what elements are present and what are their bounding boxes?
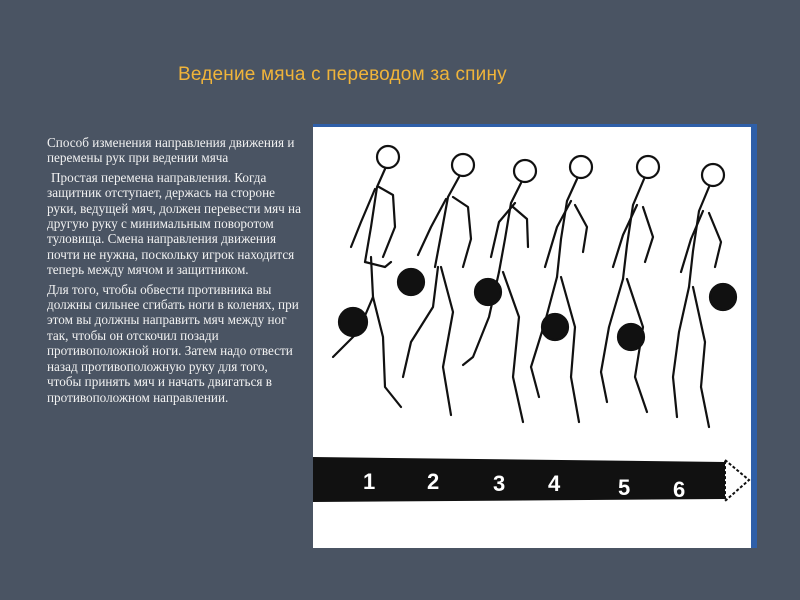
slide-title: Ведение мяча с переводом за спину [178, 64, 507, 85]
player-figure-1 [333, 146, 401, 407]
phase-number-4: 4 [548, 471, 561, 496]
player-figure-4 [531, 156, 592, 422]
ball-2 [398, 269, 424, 295]
phase-strip [313, 457, 749, 502]
paragraph-intro: Способ изменения направления движения и перемены рук при ведении мяча [47, 135, 295, 166]
phase-number-2: 2 [427, 469, 440, 494]
ball-6 [710, 284, 736, 310]
ball-1 [339, 308, 367, 336]
body-text [47, 135, 302, 409]
ball-3 [475, 279, 501, 305]
phase-number-6: 6 [673, 477, 686, 502]
phase-number-5: 5 [618, 475, 631, 500]
ball-5 [618, 324, 644, 350]
phase-number-3: 3 [493, 471, 506, 496]
player-figure-5 [601, 156, 659, 412]
paragraph-simple-change: Простая перемена направления. Когда защитник отступает, держась на стороне руки, ведущей мяч, должен перевести мяч на другую руку с минимальным поворотом туловища. Смена направления движения почти не нужна, поскольку игрок находится теперь между мячом и защитником. [47, 169, 301, 278]
illustration-svg [313, 127, 751, 548]
phase-number-1: 1 [363, 469, 376, 494]
ball-4 [542, 314, 568, 340]
paragraph-dribble-between-legs: Для того, чтобы обвести противника вы должны сильнее сгибать ноги в коленях, при этом вы должны направить мяч между ног так, чтобы он отскочил позади противоположной ноги. Затем надо отвести назад противоположную руку для того, чтобы принять мяч и начать двигаться в противоположном направлении. [47, 281, 299, 405]
dribbling-sequence-illustration [313, 124, 757, 548]
